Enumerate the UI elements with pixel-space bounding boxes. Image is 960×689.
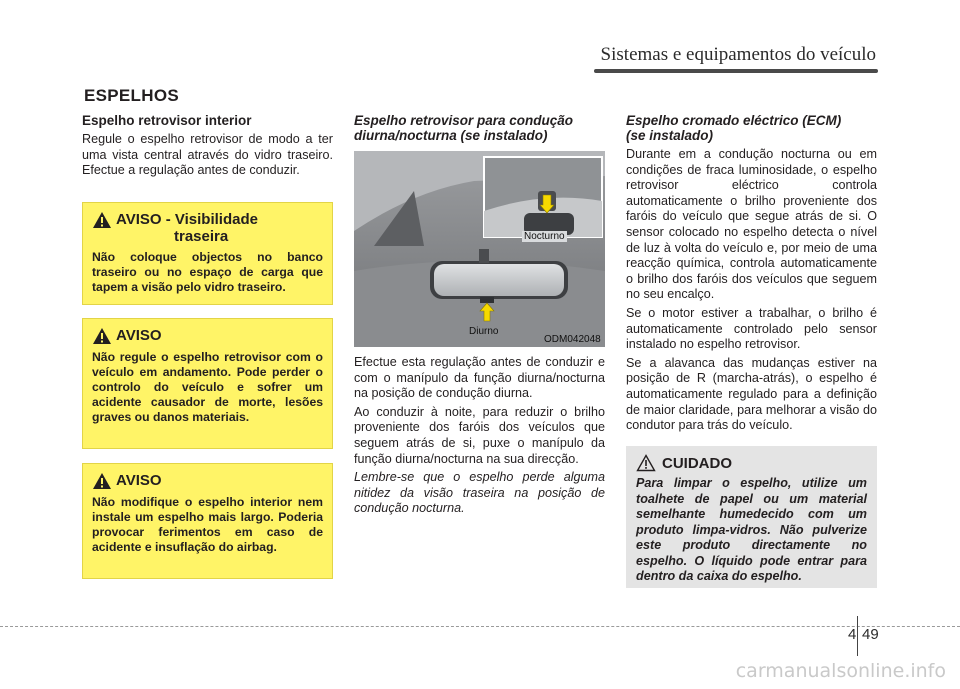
col3-heading-line2: (se instalado) — [626, 128, 714, 143]
chapter-number: 4 — [848, 626, 857, 643]
col3-paragraph-3: Se a alavanca das mudanças estiver na posição de R (marcha-atrás), o espelho é automaticamente regulado para a definição de maior claridade, para melhorar a visão do condutor para trás do veículo. — [626, 355, 877, 433]
warning-box-modify — [82, 463, 333, 579]
image-code: ODM042048 — [544, 334, 601, 345]
mirror-illustration — [354, 151, 605, 347]
column-left — [82, 113, 333, 182]
warning-title-line2: traseira — [174, 228, 229, 245]
warning-box-visibility — [82, 202, 333, 305]
warning-title — [92, 472, 323, 490]
caution-title — [636, 454, 867, 472]
warning-triangle-icon — [92, 211, 112, 229]
caution-box — [626, 446, 877, 588]
mirror-photo — [354, 151, 605, 347]
col3-heading — [626, 113, 877, 143]
warning-title-line1: AVISO — [116, 472, 162, 489]
caution-title-text: CUIDADO — [662, 454, 732, 472]
running-header: Sistemas e equipamentos do veículo — [600, 44, 876, 65]
warning-title-line1: AVISO — [116, 327, 162, 344]
warning-title — [92, 211, 323, 245]
warning-body: Não modifique o espelho interior nem instale um espelho mais largo. Poderia provocar ferimentos em caso de acidente e insuflação do airbag. — [92, 495, 323, 554]
col3-paragraph-2: Se o motor estiver a trabalhar, o brilho é automaticamente controlado pelo sensor instalado no espelho retrovisor. — [626, 305, 877, 352]
section-title: ESPELHOS — [84, 86, 179, 105]
col3-paragraph-1: Durante em a condução nocturna ou em condições de fraca luminosidade, o espelho retrovisor eléctrico controla automaticamente o brilho proveniente dos faróis do veículo que segue atrás de si. O sensor colocado no espelho detecta o nível de luz à volta do veículo e, por meio de uma reacção química, controla automaticamente o brilho dos faróis dos veículos que seguem no seu encalço. — [626, 147, 877, 302]
footer-rule — [0, 626, 960, 627]
page-number: 49 — [862, 626, 879, 643]
col1-heading: Espelho retrovisor interior — [82, 113, 252, 128]
warning-triangle-icon — [92, 327, 112, 345]
warning-triangle-icon — [92, 472, 112, 490]
column-right — [626, 113, 877, 437]
col2-heading: Espelho retrovisor para condução diurna/nocturna (se instalado) — [354, 113, 574, 143]
label-day: Diurno — [469, 326, 499, 337]
page-number-divider — [857, 616, 858, 656]
label-night: Nocturno — [524, 231, 565, 242]
caution-triangle-icon — [636, 454, 656, 472]
warning-title-line1: AVISO - Visibilidade — [116, 211, 258, 228]
warning-body: Não regule o espelho retrovisor com o veículo em andamento. Pode perder o controlo do veículo e sofrer um acidente causador de morte, lesões graves ou danos materiais. — [92, 350, 323, 424]
col2-paragraph-2: Ao conduzir à noite, para reduzir o brilho proveniente dos faróis dos veículos que seguem atrás de si, puxe o manípulo da função diurna/nocturna na sua direcção. — [354, 404, 605, 466]
warning-title — [92, 327, 323, 345]
column-middle — [354, 113, 605, 520]
col1-paragraph: Regule o espelho retrovisor de modo a ter uma vista central através do vidro traseiro. Efectue a regulação antes de conduzir. — [82, 132, 333, 178]
header-rule — [594, 69, 878, 73]
col2-italic-note: Lembre-se que o espelho perde alguma nitidez da visão traseira na posição de condução nocturna. — [354, 470, 605, 516]
col2-paragraph-1: Efectue esta regulação antes de conduzir e com o manípulo da função diurna/nocturna na posição de condução diurna. — [354, 355, 605, 401]
caution-body: Para limpar o espelho, utilize um toalhete de papel ou um material semelhante humedecido com um produto limpa-vidros. Não pulverize este produto directamente no espelho. O líquido pode entrar para dentro da caixa do espelho. — [636, 476, 867, 583]
col3-heading-line1: Espelho cromado eléctrico (ECM) — [626, 113, 842, 128]
warning-box-adjust — [82, 318, 333, 449]
watermark: carmanualsonline.info — [735, 660, 946, 682]
warning-body: Não coloque objectos no banco traseiro ou no espaço de carga que tapem a visão pelo vidro traseiro. — [92, 250, 323, 294]
